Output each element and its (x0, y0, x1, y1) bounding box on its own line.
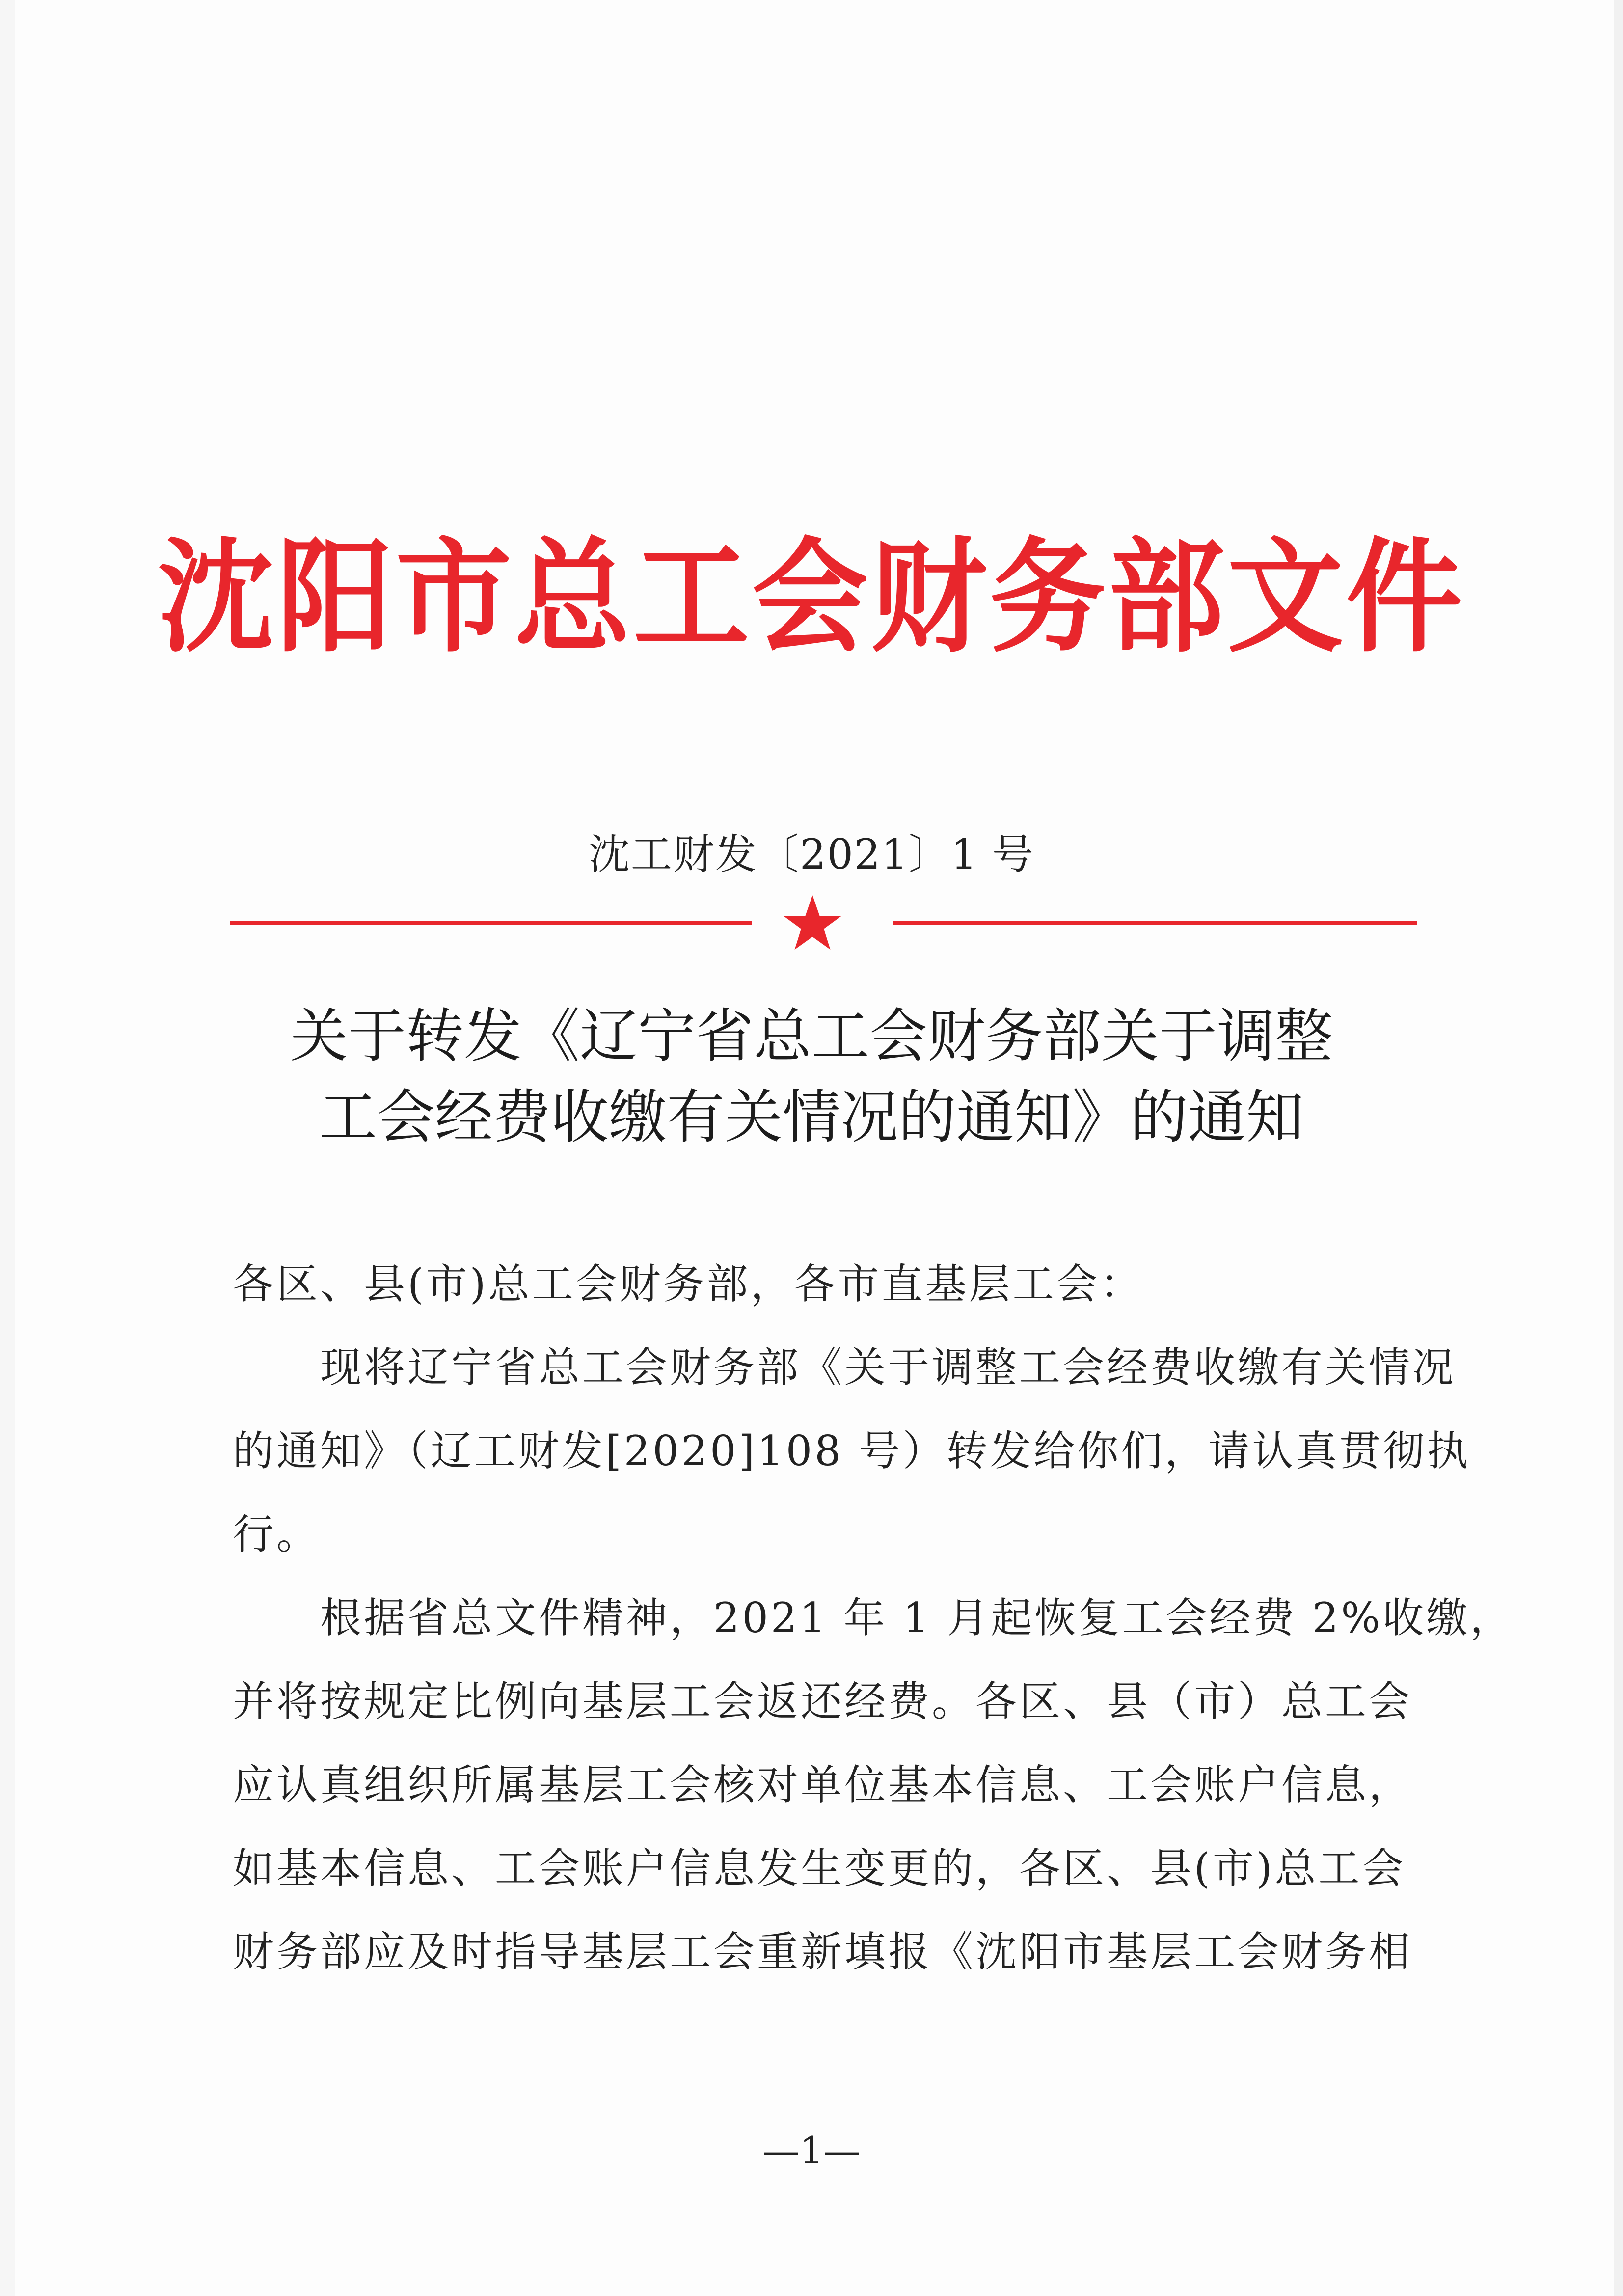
body-line: 各区、县(市)总工会财务部，各市直基层工会： (233, 1260, 1144, 1308)
body-line: 现将辽宁省总工会财务部《关于调整工会经费收缴有关情况 (233, 1343, 1457, 1392)
body-line: 并将按规定比例向基层工会返还经费。各区、县（市）总工会 (233, 1677, 1413, 1725)
body-line: 行。 (233, 1510, 321, 1558)
document-title-line-1: 关于转发《辽宁省总工会财务部关于调整 (290, 1002, 1333, 1070)
page-number: —1— (762, 2129, 861, 2172)
document-number: 沈工财发〔2021〕1 号 (589, 830, 1034, 878)
red-divider-right (893, 921, 1417, 925)
body-line: 的通知》（辽工财发[2020]108 号）转发给你们，请认真贯彻执 (233, 1427, 1471, 1475)
red-star-icon (782, 893, 843, 954)
document-masthead: 沈阳市总工会财务部文件 (158, 524, 1465, 669)
red-divider-left (230, 921, 752, 925)
body-line: 应认真组织所属基层工会核对单位基本信息、工会账户信息， (233, 1761, 1413, 1809)
document-title-line-2: 工会经费收缴有关情况的通知》的通知 (319, 1083, 1304, 1151)
body-line: 如基本信息、工会账户信息发生变更的，各区、县(市)总工会 (233, 1844, 1406, 1892)
body-line: 根据省总文件精神，2021 年 1 月起恢复工会经费 2%收缴， (233, 1594, 1514, 1642)
body-line: 财务部应及时指导基层工会重新填报《沈阳市基层工会财务相 (233, 1928, 1413, 1976)
